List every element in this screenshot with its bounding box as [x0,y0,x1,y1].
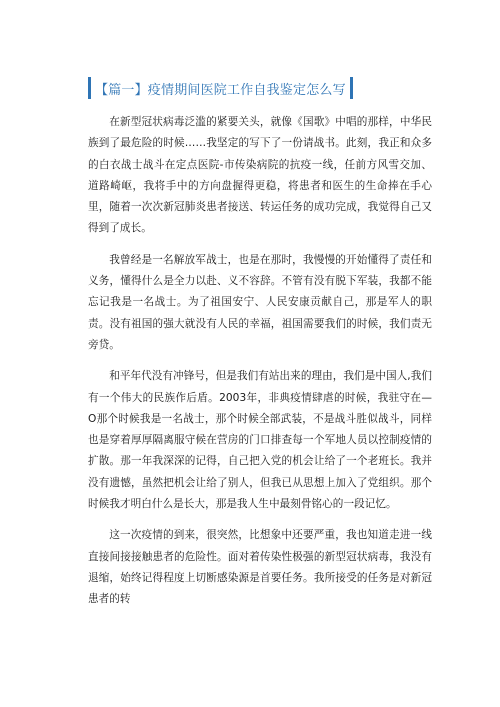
heading-left-bar [88,77,91,99]
paragraph-4: 这一次疫情的到来，很突然，比想象中还要严重，我也知道走进一线直接间接接触患者的危险性。面对着传染性极强的新型冠状病毒，我没有退缩，始终记得程度上切断感染源是首要任务。我所接受的任务是对新冠患者的转 [88,529,432,606]
heading-right-bar [350,77,353,99]
heading-title: 【篇一】疫情期间医院工作自我鉴定怎么写 [95,82,346,98]
paragraph-2: 我曾经是一名解放军战士，也是在那时，我慢慢的开始懂得了责任和义务，懂得什么是全力以赴、义不容辞。不管有没有脱下军装，我都不能忘记我是一名战士。为了祖国安宁、人民安康贡献自己，那是军人的职责。没有祖国的强大就没有人民的幸福，祖国需要我们的时候，我们责无旁贷。 [88,253,432,351]
paragraph-3: 和平年代没有冲锋号，但是我们有站出来的理由，我们是中国人,我们有一个伟大的民族作后盾。2003年，非典疫情肆虐的时候，我驻守在—O那个时候我是一名战士，那个时候全部武装，不是战斗胜似战斗，同样也是穿着厚厚隔离服守候在营房的门口排查每一个军地人员以控制疫情的扩散。那一年我深深的记得，自己把入党的机会让给了一个老班长。我并没有遗憾，虽然把机会让给了别人，但我已从思想上加入了党组织。那个时候我才明白什么是长大，那是我人生中最刻骨铭心的一段记忆。 [88,370,432,511]
document-body [88,112,432,621]
paragraph-1: 在新型冠状病毒泛滥的紧要关头，就像《国歌》中唱的那样，中华民族到了最危险的时候……我坚定的写下了一份请战书。此刻，我正和众多的白衣战士战斗在定点医院-市传染病院的抗疫一线，任前方风雪交加、道路崎岖，我将手中的方向盘握得更稳，将患者和医生的生命捧在手心里，随着一次次新冠肺炎患者接送、转运任务的成功完成，我觉得自己又得到了成长。 [88,116,432,235]
section-heading [88,76,418,100]
